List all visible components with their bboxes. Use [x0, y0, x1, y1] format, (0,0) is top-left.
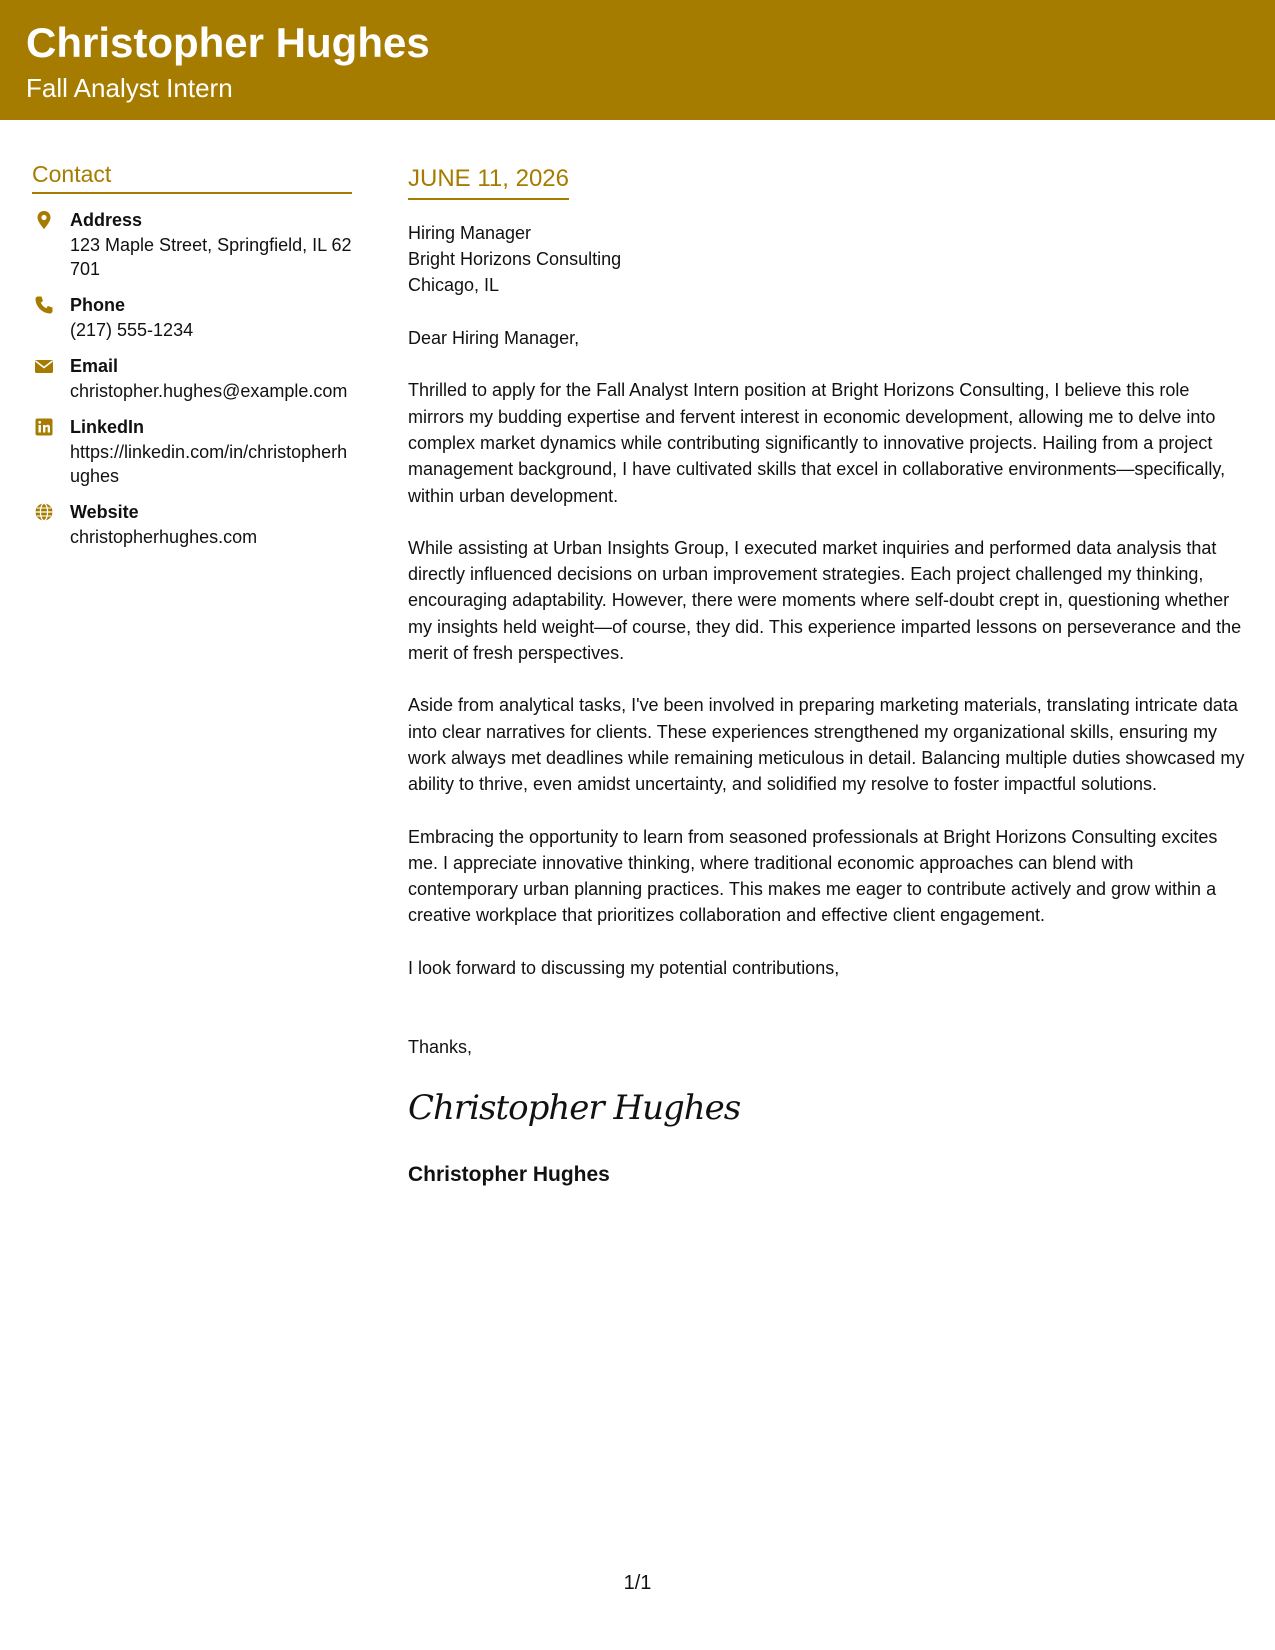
map-pin-icon	[34, 210, 54, 230]
letter-paragraph: Embracing the opportunity to learn from seasoned professionals at Bright Horizons Consulting excites me. I appreciate innovative thinking, where traditional economic approaches can blend with contemporary urban planning practices. This makes me eager to contribute actively and grow within a creative workplace that prioritizes collaboration and effective client engagement.	[408, 826, 1218, 926]
header-banner	[0, 0, 1275, 120]
applicant-name: Christopher Hughes	[26, 19, 430, 66]
globe-icon	[34, 502, 54, 522]
contact-value: 123 Maple Street, Springfield, IL 62701	[70, 235, 352, 280]
contact-list	[32, 208, 352, 549]
contact-label: Email	[70, 356, 119, 377]
applicant-role: Fall Analyst Intern	[26, 73, 233, 103]
contact-label: Address	[70, 210, 143, 231]
contact-label: Website	[70, 502, 139, 523]
page-number: 1/1	[623, 1572, 652, 1594]
recipient-block	[408, 220, 1248, 298]
sign-off: Thanks,	[408, 1036, 473, 1057]
contact-label: LinkedIn	[70, 417, 145, 438]
recipient-line: Hiring Manager	[408, 223, 532, 244]
letter-date: JUNE 11, 2026	[408, 166, 569, 200]
recipient-line: Chicago, IL	[408, 275, 500, 296]
contact-label: Phone	[70, 295, 126, 316]
handwritten-signature: Christopher Hughes	[408, 1087, 741, 1128]
envelope-icon	[34, 356, 54, 376]
contact-website	[32, 500, 352, 549]
closing-line: I look forward to discussing my potential contributions,	[408, 957, 840, 978]
contact-value: (217) 555-1234	[70, 320, 194, 341]
contact-email	[32, 354, 352, 403]
contact-sidebar	[32, 162, 352, 561]
letter-body	[408, 166, 1248, 1189]
contact-address	[32, 208, 352, 281]
signer-name: Christopher Hughes	[408, 1162, 610, 1186]
linkedin-icon	[34, 417, 54, 437]
contact-phone	[32, 293, 352, 342]
contact-linkedin	[32, 415, 352, 488]
letter-paragraph: Aside from analytical tasks, I've been involved in preparing marketing materials, translating intricate data into clear narratives for clients. These experiences strengthened my organizational skills, ensuring my work always met deadlines while remaining meticulous in detail. Balancing multiple duties showcased my ability to thrive, even amidst uncertainty, and solidified my resolve to foster impactful solutions.	[408, 695, 1245, 795]
contact-value: christopher.hughes@example.com	[70, 381, 348, 402]
contact-heading: Contact	[32, 162, 352, 194]
contact-value: christopherhughes.com	[70, 527, 258, 548]
letter-paragraph: Thrilled to apply for the Fall Analyst Intern position at Bright Horizons Consulting, I believe this role mirrors my budding expertise and fervent interest in economic development, allowing me to delve into complex market dynamics while contributing significantly to innovative projects. Hailing from a project management background, I have cultivated skills that excel in collaborative environments—specifically, within urban development.	[408, 380, 1226, 506]
salutation: Dear Hiring Manager,	[408, 328, 580, 349]
letter-paragraph: While assisting at Urban Insights Group, I executed market inquiries and performed data analysis that directly influenced decisions on urban improvement strategies. Each project challenged my thinking, encouraging adaptability. However, there were moments where self-doubt crept in, questioning whether my insights held weight—of course, they did. This experience imparted lessons on perseverance and the merit of fresh perspectives.	[408, 537, 1242, 664]
contact-value: https://linkedin.com/in/christopherhughes	[70, 442, 348, 487]
recipient-line: Bright Horizons Consulting	[408, 249, 622, 270]
phone-icon	[34, 295, 54, 315]
